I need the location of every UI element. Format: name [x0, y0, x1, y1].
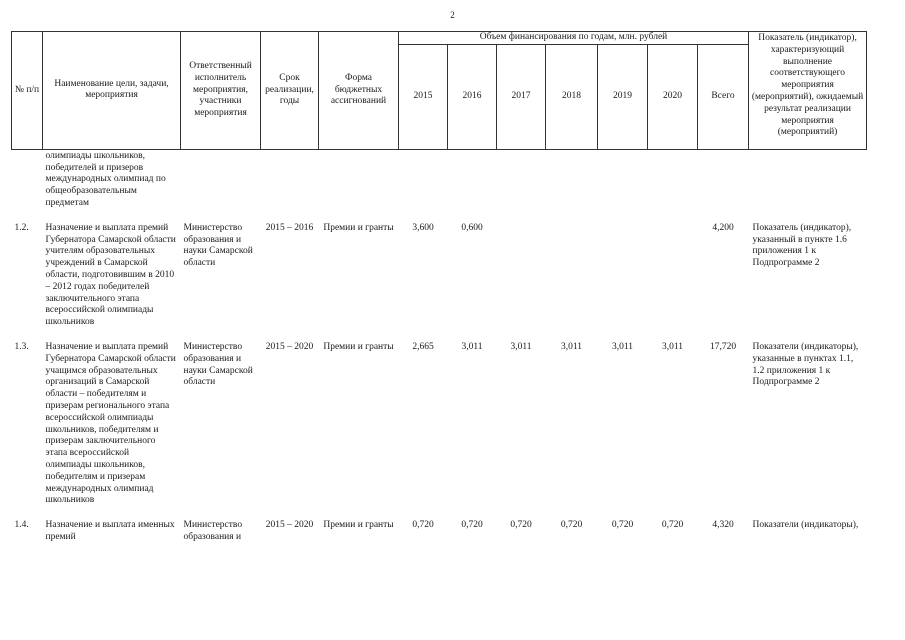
header-form: Форма бюджетных ассигнований: [319, 32, 399, 150]
header-year-2016: 2016: [448, 44, 497, 149]
row-num: 1.3.: [14, 341, 29, 352]
row-num: 1.2.: [14, 222, 29, 233]
row-num: 1.4.: [14, 520, 29, 531]
header-responsible: Ответственный исполнитель мероприятия, участники мероприятия: [181, 32, 261, 150]
row-term: 2015 – 2020: [265, 520, 314, 531]
row-value-2019: [598, 210, 648, 329]
header-year-2020: 2020: [648, 44, 698, 149]
row-value-2015: 2,665: [412, 341, 434, 352]
row-name: Назначение и выплата премий Губернатора Самарской области учителям образовательных учреждений в Самарской области, подготовившим в 2010 – 2012 годах победителей заключительного этапа всероссийской олимпиады школьников: [45, 222, 176, 328]
header-name: Наименование цели, задачи, мероприятия: [43, 32, 181, 150]
header-year-2019: 2019: [598, 44, 648, 149]
row-value-2018: [546, 210, 598, 329]
table-row: [12, 210, 867, 329]
header-num: № п/п: [12, 32, 43, 150]
row-value-2019: 0,720: [611, 520, 634, 531]
row-responsible: Министерство образования и: [183, 520, 243, 542]
row-value-2016: 0,600: [461, 222, 483, 233]
row-indicator: Показатель (индикатор), указанный в пункте 1.6 приложения 1 к Подпрограмме 2: [752, 222, 852, 269]
header-indicator: Показатель (индикатор), характеризующий выполнение соответствующего мероприятия (мероприятий), ожидаемый результат реализации мероприятия (мероприятий): [749, 32, 867, 150]
row-value-2016: 0,720: [461, 520, 483, 531]
table-row: [12, 329, 867, 507]
header-year-2017: 2017: [497, 44, 546, 149]
row-form: Премии и гранты: [323, 341, 394, 352]
row-value-2017: 0,720: [510, 520, 532, 531]
row-total: 4,320: [712, 520, 734, 531]
row-value-2019: 3,011: [611, 341, 634, 352]
row-value-2015: 0,720: [412, 520, 434, 531]
table-body: [12, 149, 867, 543]
program-table: [11, 31, 867, 544]
row-value-2018: 3,011: [560, 341, 583, 352]
row-indicator: Показатели (индикаторы),: [752, 520, 859, 531]
row-term: 2015 – 2020: [265, 341, 314, 352]
row-form: Премии и гранты: [323, 222, 394, 233]
table-header: [12, 32, 867, 150]
header-year-2015: 2015: [399, 44, 448, 149]
row-name: Назначение и выплата премий Губернатора Самарской области учащимся образовательных организаций в Самарской области – победителям и призерам регионального этапа всероссийской олимпиады школьников, победителям и призерам заключительного этапа всероссийской олимпиады школьников, победителям и призерам международных олимпиад школьников: [45, 341, 176, 506]
row-value-2020: [648, 210, 698, 329]
row-value-2018: 0,720: [560, 520, 583, 531]
row-value-2017: [497, 210, 546, 329]
row-value-2020: 0,720: [661, 520, 684, 531]
table-row-continuation: [12, 149, 867, 209]
row-value-2017: 3,011: [510, 341, 532, 352]
row-value-2020: 3,011: [661, 341, 684, 352]
row-form: Премии и гранты: [323, 520, 394, 531]
table-row: [12, 507, 867, 544]
page-number: 2: [450, 10, 455, 20]
row-responsible: Министерство образования и науки Самарской области: [183, 222, 253, 269]
row-total: 17,720: [709, 341, 737, 352]
row-name: Назначение и выплата именных премий: [45, 520, 175, 542]
header-term: Срок реализации, годы: [261, 32, 319, 150]
header-total: Всего: [698, 44, 749, 149]
row-value-2016: 3,011: [461, 341, 483, 352]
row-indicator: Показатели (индикаторы), указанные в пунктах 1.1, 1.2 приложения 1 к Подпрограмме 2: [752, 341, 859, 388]
row-value-2015: 3,600: [412, 222, 434, 233]
row-responsible: Министерство образования и науки Самарской области: [183, 341, 253, 388]
header-year-2018: 2018: [546, 44, 598, 149]
row-total: 4,200: [712, 222, 734, 233]
continuation-text: олимпиады школьников, победителей и призеров международных олимпиад по общеобразовательным предметам: [45, 150, 166, 208]
row-term: 2015 – 2016: [265, 222, 314, 233]
header-finance: Объем финансирования по годам, млн. рублей: [399, 32, 749, 45]
